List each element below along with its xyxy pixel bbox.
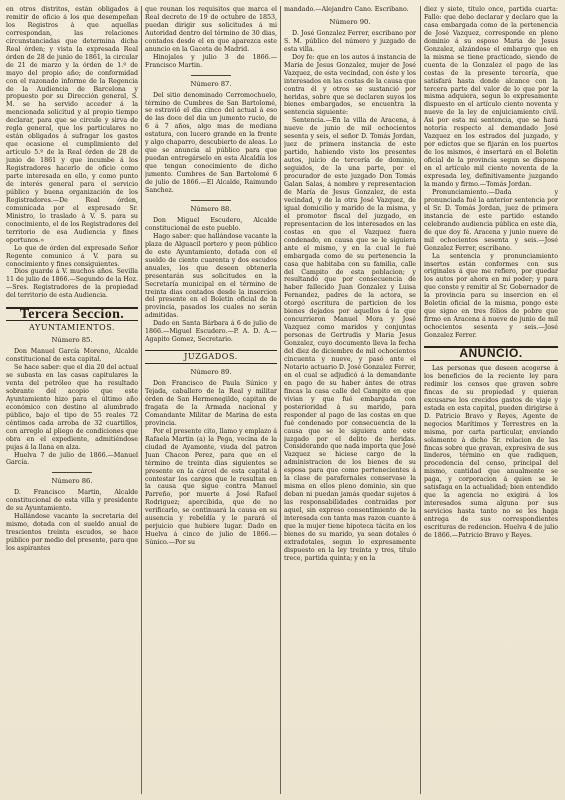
paragraph: Se hace saber: que el dia 20 del actual se subasta en las casas capitulares la venta del petróleo que ha resultado sobrante del acopio que este Ayuntamiento hizo para el último año económico con destino al alumbrado público, bajo el tipo de 55 reales 72 céntimos cada arroba de 32 cuartillos, con arreglo al pliego de condiciones que obra en el expediente, admitiéndose pujas á la llana en alza. bbox=[6, 364, 138, 451]
subsection-heading: AYUNTAMIENTOS. bbox=[29, 323, 115, 333]
paragraph: Hallándose vacante la secretaria del mismo, dotada con el sueldo anual de trescientos treinta escudos, se hace público por medio del presente, para que los aspirantes bbox=[6, 513, 138, 553]
paragraph: Lo que de órden del expresado Señor Regente comunico á V. para su conocimiento y fines consiguientes. bbox=[6, 244, 138, 268]
paragraph: Del sitio denominado Cerromochuelo, término de Cumbres de San Bartolomé, se estravió el dia cinco del actual á eso de las doce del dia un jumento rucio, de 6 á 7 años, algo mas de mediana estatura, con lucero grande en la frente y algo chaparro, descubierto de aleas. Lo que se anuncia al público para que puedan entregárselo en esta Alcaldía los que tengan conocimiento de dicho jumento. Cumbres de San Bartolomé 6 de julio de 1866.—El Alcalde, Raimundo Sanchez. bbox=[145, 91, 277, 195]
section-heading-boxed: JUZGADOS. bbox=[145, 350, 277, 364]
notice-number: Número 88. bbox=[190, 204, 232, 213]
paragraph: Don Miguel Escudero, Alcalde constitucional de este pueblo. bbox=[145, 216, 277, 232]
section-heading: Tercera Seccion. bbox=[6, 307, 138, 321]
announcement-heading: ANUNCIO. bbox=[424, 346, 558, 361]
column-rule bbox=[420, 6, 421, 794]
notice-number: Número 85. bbox=[51, 336, 93, 345]
paragraph: que reunan los requisitos que marca el Real decreto de 19 de octubre de 1853, puedan dirigir sus solicitudes á mi Autoridad dentro del término de 30 dias, contados desde el en que aparezca este anuncio en la Gaceta de Madrid. bbox=[145, 6, 277, 53]
column-rule bbox=[280, 6, 281, 794]
paragraph: mandado.—Alejandro Cano. Escribano. bbox=[284, 6, 409, 13]
notice-number: Número 89. bbox=[190, 368, 232, 377]
paragraph: Huelva 7 de julio de 1866.—Manuel García. bbox=[6, 451, 138, 467]
separator-rule bbox=[191, 200, 231, 201]
paragraph: La sentencia y pronunciamiento insertos están conformes con sus originales á que me refiero, por quedar los autos por ahora en mi poder; y para que conste y remitir al Sr. Gobernador de la provincia para su insercion en el Boletin oficial de la misma, pongo este que signo en tres fólios de pobre que firmo en Aracena á nueve de junio de mil ochocientos sesenta y seis.—José Gonzalez Ferrer. bbox=[424, 252, 558, 340]
paragraph: Hago saber: que hallándose vacante la plaza de Alguacil portero y peon público de este Ayuntamiento, dotada con el sueldo de ciento cuarenta y dos escudos anuales, los que deseen obtenerla presentarán sus solicitudes en la Secretaría municipal en el término de treinta dias contados desde la insercion del presente en el Boletin oficial de la provincia, pasados los cuales no serán admitidas. bbox=[145, 232, 277, 320]
separator-rule bbox=[191, 75, 231, 76]
separator-rule bbox=[52, 472, 92, 473]
paragraph: Pronunciamiento.—Dada y pronunciada fué la anterior sentencia por el Sr. D. Tomás Jordan, juez de primera instancia de este partido estando celebrando audiencia pública en este dia, de que doy fé. Aracena y junio nueve de mil ochocientos sesenta y seis.—José Gonzalez Ferrer, escribano. bbox=[424, 188, 558, 252]
paragraph: en otros distritos, están obligados á remitir de oficio á los que desempeñan los Registros á que aquellas correspondan, las relaciones circunstanciadas que determina dicha Real órden; y vista la expresada Real órden de 28 de junio de 1861, la circular de 21 de marzo y la órden de 1.º de mayo del propio año; de conformidad con el razonado informe de la Regencia de la Audiencia de Barcelona y propuesto por su Dirección general, S. M. se ha servido acceder á la mencionada solicitud y al propio tiempo declarar, para que se circule y sirva de regla general, que los particulares no están obligados á sufragar los gastos que ocasione el cumplimiento del artículo 5.º de la Real órden de 28 de junio de 1861 y que incumbe á los Registradores hacerlo de oficio como parte interesada en ello, y como punto de interés general para el servicio público y buena organización de los Registradores.—De Real órden, comunicada por el expresado Sr. Ministro, lo traslado á V. S. para su conocimiento, el de los Registradores del territorio de esa Audiencia y fines oportunos.» bbox=[6, 6, 138, 244]
paragraph: D. Francisco Martin, Alcalde constitucional de esta villa y presidente de su Ayuntamiento. bbox=[6, 489, 138, 513]
paragraph: Doy fe: que en los autos á instancia de Maria de Jesus Gonzalez, mujer de José Vazquez, de esta vecindad, con éste y los interesados en las costas de la causa que contra él y otros se sustanció por heridas, sobre que se declaren suyos los bienes embargados, se encuentra la sentencia siguiente: bbox=[284, 53, 416, 117]
column-3 bbox=[284, 6, 416, 796]
paragraph: Don Manuel García Moreno, Alcalde constitucional de esta capital. bbox=[6, 348, 138, 364]
paragraph: diez y siete, título once, partida cuarta: Fallo: que debo declarar y declaro que la casa embargada como de la pertenencia de José Vazquez, corresponde en pleno dominio á su esposo Maria de Jesus Gonzalez, alzándose el embargo que en la misma se tiene practicado, siendo de cuenta de la Gonzalez el pago de las costas de la presente tercería, que satisfará hasta donde alcance con la tercera parte del valor de lo que por la misma adquiera, segun lo expresamente dispuesto en el artículo ciento noventa y nueve de la ley de enjuiciamiento civil. Asi por esta mi sentencia, que se hará notoria respecto al demandado José Vazquez en los estrados del juzgado, y por edictos que se fijarán en los puertos de los mismos, é insertará en el Boletin oficial de la provincia segun se dispone en el artículo mil ciento noventa de la expresada ley, definitivamente juzgando la mando y firmo.—Tomás Jordan. bbox=[424, 6, 558, 188]
paragraph: Dado en Santa Bárbara á 6 de julio de 1866.—Miguel Escudero.—P. A. D. A.—Agapito Gomez, Secretario. bbox=[145, 320, 277, 344]
notice-number: Número 90. bbox=[329, 17, 371, 26]
paragraph: Dios guarde á V. muchos años. Sevilla 11 de julio de 1866.—Segundo de la Hoz.—Sres. Registradores de la propiedad del territorio de esta Audiencia. bbox=[6, 268, 138, 300]
paragraph: Por el presente cito, llamo y emplazo á Rafaela Martin (a) la Pega, vecina de la ciudad de Ayamonte, viuda del patron Juan Chacon Perez, para que en el término de treinta dias siguientes se presente en la cárcel de esta capital á contestar los cargos que le resultan en la causa que sigue contra Manuel Parreño, por muerte á José Rafael Rodriguez; apercibida, que de no verificarlo, se continuará la causa en su ausencia y rebeldía y le parará el perjuicio que hubiere lugar. Dado en Huelva á cinco de julio de 1866.—Súnico.—Por su bbox=[145, 427, 277, 547]
paragraph: Hinojales y julio 3 de 1866.—Francisco Martin. bbox=[145, 53, 277, 69]
notice-number: Número 86. bbox=[51, 477, 93, 486]
paragraph: Sentencia.—En la villa de Aracena, á nueve de junio de mil ochocientos sesenta y seis, el señor D. Tomás Jordan, juez de primera instancia de este partido, habiendo visto los presentes autos, juicio de tercería de dominio, seguidos, de la una parte, por el procurador de este juzgado Don Tomás Galan Salas, á nombre y representacion de María de Jesus Gonzalez, de esta vecindad, y de la otra José Vazquez, de igual domicilio y marido de la misma, y el promotor fiscal del juzgado, en representacion de los interesados en las costas en que el Vazquez fuera condenado, en causa que se le siguiera ante el mismo, y en la cual le fué embargada como de su pertenencia la casa que habitaba con su familia, calle del Campito de esta poblacion; y resultando que por consecuencia de haber fallecido Juan Gonzalez y Luisa Fernandez, padres de la actora, se otorgó escritura de particion de los bienes dejados por aquellos á la que concurrieron Manuel Mora y José Vazquez como maridos y conjuntas personas de Gertrudis y Maria Jesus Gonzalez, cuyo documento lleva la fecha del diez de diciembre de mil ochocientos cincuenta y nueve, y pasó ante el Notario actuario D. José Gonzalez Ferrer, en el cual se adjudicó á la demandante en pago de su haber ántes de otras fincas la casa calle del Campito en que vivian y que fué embargada con posterioridad á su marido, para responder al pago de las costas en que fué condenado por consecuencia de la causa que se le siguiera ante este juzgado por el delito de heridas. Considerando que nada importa que José Vazquez se hiciese cargo de la administracion de los bienes de su esposa para que como pertenecientes á la clase de parafernales conservase la misma en ellos pleno dominio, sin que deban ni puedan jamás quedar sujetos á las responsabilidades contraidas por aquel, sin expreso consentimiento de la interesada con tanta mas razon cuanto á que la mujer tiene hipoteca tácita en los bienes de su marido, ya sean dotales ó extradotales, segun lo expresamente dispuesto en la ley treinta y tres, título trece, partida quinta; y en la bbox=[284, 117, 416, 562]
paragraph: Don Francisco de Paula Súnico y Tejada, caballero de la Real y militar órden de San Hermenegildo, capitan de fragata de la Armada nacional y Comandante Militar de Marina de esta provincia. bbox=[145, 380, 277, 427]
column-rule bbox=[141, 6, 142, 794]
column-2 bbox=[145, 6, 277, 796]
paragraph: D. José Gonzalez Ferrer, escribano por S. M. público del número y juzgado de esta villa. bbox=[284, 29, 416, 53]
column-1 bbox=[6, 6, 138, 796]
column-4 bbox=[424, 6, 558, 796]
notice-number: Número 87. bbox=[190, 79, 232, 88]
paragraph: Las personas que deseen acogerse á los beneficios de la reciente ley para redimir los censos que graven sobre fincas de su propiedad y quieran excusarse los crecidos gastos de viaje y estada en esta capital, pueden dirigirse á D. Patricio Bravo y Reyes, Agente de negocios Marítimos y Terrestres en la misma, por carta particular, enviando solamente á dicho Sr. relacion de las fincas sobre que gravan, expresiva de sus linderos, término en que radiquen, procedencia del censo, principal del mismo, cantidad que anualmente se paga, y corporacion á quien se le satisfaga en la actualidad; bien entendido que la agencia no exigirá á los interesados suma alguna por sus servicios hasta tanto no se les haga entrega de sus correspondientes escrituras de redencion. Huelva 4 de julio de 1866.—Patricio Bravo y Reyes. bbox=[424, 364, 558, 539]
